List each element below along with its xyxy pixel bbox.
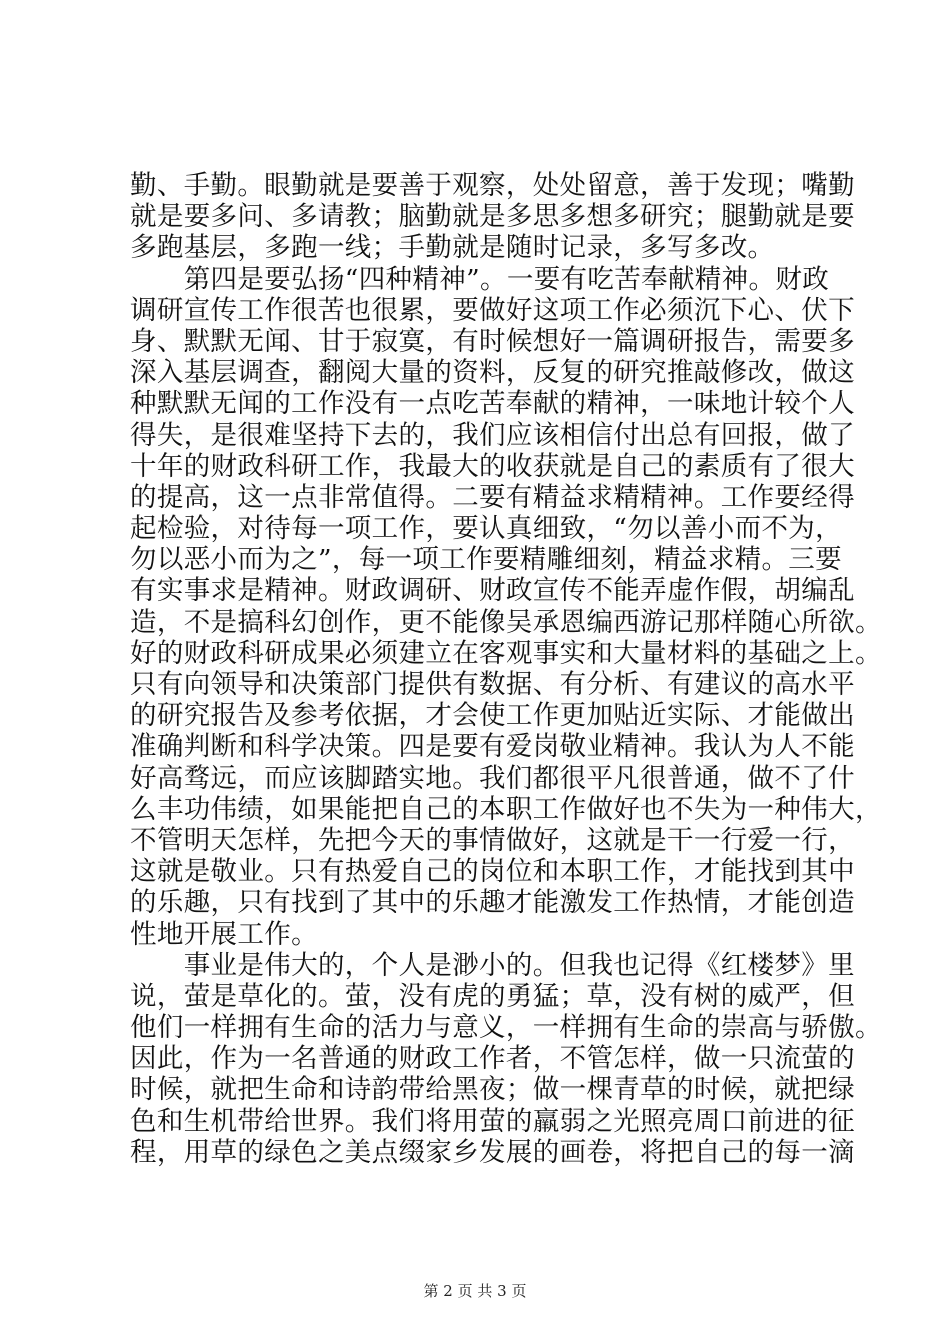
text-line: 有实事求是精神。财政调研、财政宣传不能弄虚作假，胡编乱 [130,575,855,607]
body-text [130,170,882,1168]
text-line: 好高骛远，而应该脚踏实地。我们都很平凡很普通，做不了什 [130,762,855,794]
text-line: 多跑基层，多跑一线；手勤就是随时记录，多写多改。 [130,232,775,264]
text-line: 第四是要弘扬“四种精神”。一要有吃苦奉献精神。财政 [130,263,830,295]
text-line: 得失，是很难坚持下去的，我们应该相信付出总有回报，做了 [130,419,855,451]
text-line: 说，萤是草化的。萤，没有虎的勇猛；草，没有树的威严，但 [130,980,855,1012]
text-line: 色和生机带给世界。我们将用萤的羸弱之光照亮周口前进的征 [130,1105,855,1137]
text-line: 的研究报告及参考依据，才会使工作更加贴近实际、才能做出 [130,700,855,732]
text-line: 准确判断和科学决策。四是要有爱岗敬业精神。我认为人不能 [130,731,855,763]
text-line: 他们一样拥有生命的活力与意义，一样拥有生命的崇高与骄傲。 [130,1012,882,1044]
text-line: 事业是伟大的，个人是渺小的。但我也记得《红楼梦》里 [130,949,855,981]
page-footer: 第 2 页 共 3 页 [423,1282,527,1300]
text-line: 起检验，对待每一项工作，要认真细致，“勿以善小而不为， [130,513,842,545]
text-line: 的提高，这一点非常值得。二要有精益求精精神。工作要经得 [130,481,855,513]
text-line: 时候，就把生命和诗韵带给黑夜；做一棵青草的时候，就把绿 [130,1074,855,1106]
text-line: 这就是敬业。只有热爱自己的岗位和本职工作，才能找到其中 [130,856,855,888]
text-line: 就是要多问、多请教；脑勤就是多思多想多研究；腿勤就是要 [130,201,855,233]
text-line: 勿以恶小而为之”，每一项工作要精雕细刻，精益求精。三要 [130,544,842,576]
text-line: 程，用草的绿色之美点缀家乡发展的画卷，将把自己的每一滴 [130,1136,855,1168]
text-line: 十年的财政科研工作，我最大的收获就是自己的素质有了很大 [130,450,855,482]
text-line: 种默默无闻的工作没有一点吃苦奉献的精神，一味地计较个人 [130,388,855,420]
text-line: 因此，作为一名普通的财政工作者，不管怎样，做一只流萤的 [130,1043,855,1075]
text-line: 勤、手勤。眼勤就是要善于观察，处处留意，善于发现；嘴勤 [130,170,855,201]
text-line: 深入基层调查，翻阅大量的资料，反复的研究推敲修改，做这 [130,357,855,389]
text-line: 造，不是搞科幻创作，更不能像吴承恩编西游记那样随心所欲。 [130,606,882,638]
text-line: 身、默默无闻、甘于寂寞，有时候想好一篇调研报告，需要多 [130,325,855,357]
text-line: 的乐趣，只有找到了其中的乐趣才能激发工作热情，才能创造 [130,887,855,919]
text-line: 调研宣传工作很苦也很累，要做好这项工作必须沉下心、伏下 [130,294,855,326]
text-line: 么丰功伟绩，如果能把自己的本职工作做好也不失为一种伟大， [130,793,882,825]
text-line: 只有向领导和决策部门提供有数据、有分析、有建议的高水平 [130,669,855,700]
text-line: 性地开展工作。 [130,918,318,950]
text-line: 好的财政科研成果必须建立在客观事实和大量材料的基础之上。 [130,637,882,669]
text-line: 不管明天怎样，先把今天的事情做好，这就是干一行爱一行， [130,824,855,856]
